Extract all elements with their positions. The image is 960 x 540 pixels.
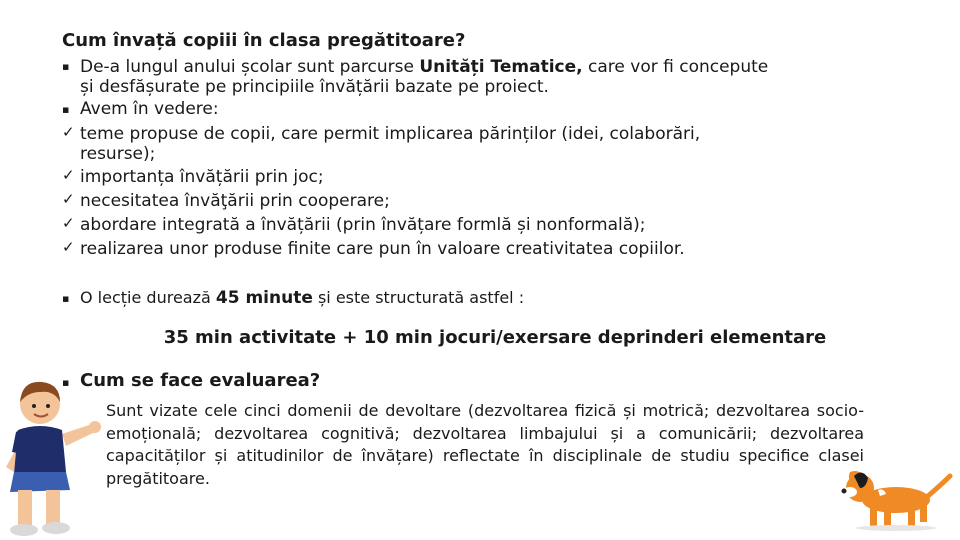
check-item-5: realizarea unor produse finite care pun în valoare creativitatea copiilor. (80, 239, 685, 259)
check-item-1: teme propuse de copii, care permit implicarea părinților (idei, colaborări, (80, 124, 701, 144)
dog-illustration (826, 462, 956, 532)
square-bullet-icon: ▪ (62, 60, 70, 73)
check-icon: ✓ (62, 238, 75, 256)
check-item-1-cont: resurse); (80, 144, 156, 164)
bullet-2-text: Avem în vedere: (80, 99, 219, 119)
check-icon: ✓ (62, 123, 75, 141)
bullet-1-text: De-a lungul anului școlar sunt parcurse (80, 57, 420, 77)
check-item-3: necesitatea învăţării prin cooperare; (80, 191, 390, 211)
lesson-minutes: 45 minute (215, 288, 313, 308)
lesson-text: O lecție durează (80, 288, 216, 307)
square-bullet-icon: ▪ (62, 376, 70, 389)
lesson-duration (80, 288, 524, 308)
bullet-1-line-1 (80, 57, 768, 77)
check-icon: ✓ (62, 166, 75, 184)
schedule-line: 35 min activitate + 10 min jocuri/exersare deprinderi elementare (163, 327, 827, 348)
evaluation-heading: Cum se face evaluarea? (80, 370, 321, 391)
square-bullet-icon: ▪ (62, 103, 70, 116)
slide-title: Cum învață copiii în clasa pregătitoare? (62, 30, 466, 51)
check-item-4: abordare integrată a învățării (prin învățare formlă și nonformală); (80, 215, 646, 235)
bullet-1-bold: Unități Tematice, (419, 57, 583, 77)
lesson-text-end: și este structurată astfel : (312, 288, 525, 307)
bullet-1-line-2: și desfășurate pe principiile învățării bazate pe proiect. (80, 77, 549, 97)
square-bullet-icon: ▪ (62, 292, 70, 305)
check-item-2: importanța învățării prin joc; (80, 167, 324, 187)
evaluation-paragraph: Sunt vizate cele cinci domenii de devoltare (dezvoltarea fizică și motrică; dezvoltarea socio-emoțională; dezvoltarea cognitivă; dezvoltarea limbajului și a comunicării; dezvoltarea capacităților și atitudinilor de învățare) reflectate în disciplinale de studiu specifice clasei pregătitoare. (106, 401, 864, 488)
running-child-illustration (0, 372, 110, 540)
check-icon: ✓ (62, 214, 75, 232)
check-icon: ✓ (62, 190, 75, 208)
bullet-1-text-end: care vor fi concepute (582, 57, 769, 77)
